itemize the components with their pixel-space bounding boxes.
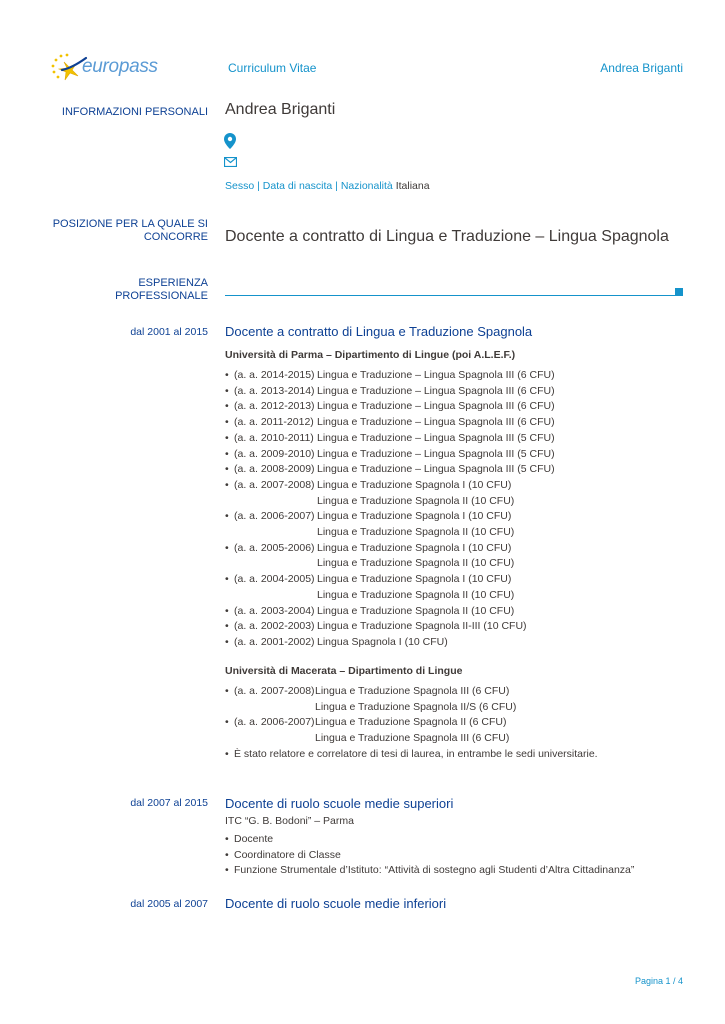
course-name: Lingua e Traduzione – Lingua Spagnola III (5 CFU) (317, 463, 555, 476)
list-item: • Funzione Strumentale d’Istituto: “Attività di sostegno agli Studenti d’Altra Cittadinanza” (225, 863, 634, 879)
course-year: (a. a. 2001-2002) (234, 635, 315, 648)
course-year: (a. a. 2007-2008) (234, 478, 315, 491)
course-name: Lingua e Traduzione Spagnola II-III (10 CFU) (317, 620, 527, 633)
course-list-parma (225, 368, 555, 651)
list-item (225, 731, 598, 747)
course-name: Lingua e Traduzione Spagnola I (10 CFU) (317, 478, 512, 491)
course-name: Lingua e Traduzione Spagnola III (6 CFU) (315, 685, 510, 697)
nationality-value: Italiana (395, 180, 430, 192)
course-name: Lingua e Traduzione – Lingua Spagnola III (6 CFU) (317, 369, 555, 381)
list-item (225, 700, 598, 716)
job-dates: dal 2005 al 2007 (130, 898, 208, 910)
employer-name: ITC “G. B. Bodoni” – Parma (225, 815, 354, 827)
birth-date-label: Data di nascita (262, 180, 333, 192)
job-title: Docente di ruolo scuole medie superiori (225, 796, 454, 811)
course-name: Lingua e Traduzione – Lingua Spagnola III (6 CFU) (317, 400, 555, 413)
personal-details-line (225, 180, 430, 192)
course-name: Lingua e Traduzione – Lingua Spagnola III (5 CFU) (317, 431, 555, 444)
section-label-personal: INFORMAZIONI PERSONALI (61, 106, 208, 118)
course-year: (a. a. 2014-2015) (234, 369, 315, 381)
course-year: (a. a. 2007-2008) (234, 685, 315, 697)
course-name: Lingua e Traduzione Spagnola I (10 CFU) (317, 573, 512, 586)
course-year: (a. a. 2004-2005) (234, 573, 315, 586)
employer-name: Università di Macerata – Dipartimento di Lingue (225, 665, 463, 677)
list-item (225, 399, 555, 415)
course-name: Lingua e Traduzione Spagnola I (10 CFU) (317, 510, 512, 523)
list-item (225, 572, 555, 588)
list-item (225, 541, 555, 557)
course-year: (a. a. 2003-2004) (234, 604, 315, 617)
course-year: (a. a. 2002-2003) (234, 620, 315, 633)
list-item (225, 604, 555, 620)
course-list-macerata (225, 684, 598, 763)
course-name: Lingua e Traduzione Spagnola II (10 CFU) (317, 588, 515, 601)
section-divider (225, 295, 677, 296)
job-title: Docente di ruolo scuole medie inferiori (225, 896, 447, 911)
duties-list (225, 832, 634, 879)
sex-label: Sesso (225, 180, 255, 192)
europass-logo (50, 50, 160, 84)
course-name: Lingua e Traduzione Spagnola II (10 CFU) (317, 494, 515, 507)
section-label-experience (38, 277, 208, 303)
list-item (225, 478, 555, 494)
section-label-line: ESPERIENZA (138, 277, 208, 289)
course-year: (a. a. 2013-2014) (234, 384, 315, 397)
thesis-note: È stato relatore e correlatore di tesi di laurea, in entrambe le sedi universitarie. (234, 747, 598, 760)
section-divider-marker (675, 288, 683, 296)
list-item (225, 525, 555, 541)
job-title: Docente a contratto di Lingua e Traduzione Spagnola (225, 324, 533, 339)
list-item (225, 588, 555, 604)
separator: | (257, 180, 260, 192)
course-year: (a. a. 2011-2012) (234, 416, 314, 429)
section-label-line: CONCORRE (143, 231, 208, 243)
list-item (225, 431, 555, 447)
doc-title: Curriculum Vitae (228, 61, 317, 75)
list-item: • Coordinatore di Classe (225, 848, 634, 864)
course-name: Lingua e Traduzione Spagnola III (6 CFU) (315, 732, 510, 745)
employer-name: Università di Parma – Dipartimento di Lingue (poi A.L.E.F.) (225, 349, 516, 361)
course-name: Lingua e Traduzione Spagnola II (10 CFU) (317, 526, 515, 539)
list-item (225, 747, 598, 763)
list-item (225, 462, 555, 478)
list-item (225, 447, 555, 463)
envelope-icon (224, 157, 237, 167)
list-item (225, 415, 555, 431)
course-year: (a. a. 2012-2013) (234, 400, 315, 413)
course-name: Lingua Spagnola I (10 CFU) (317, 635, 448, 648)
section-label-line: PROFESSIONALE (115, 290, 208, 302)
course-name: Lingua e Traduzione – Lingua Spagnola III (6 CFU) (317, 416, 555, 429)
course-year: (a. a. 2008-2009) (234, 463, 315, 476)
list-item (225, 684, 598, 700)
course-year: (a. a. 2006-2007) (234, 716, 315, 729)
section-label-position (38, 218, 208, 244)
job-dates: dal 2007 al 2015 (130, 797, 208, 809)
course-year: (a. a. 2009-2010) (234, 447, 315, 460)
person-name: Andrea Briganti (225, 101, 336, 118)
separator: | (335, 180, 338, 192)
list-item (225, 715, 598, 731)
list-item: • Docente (225, 832, 634, 848)
nationality-label: Nazionalità (340, 180, 393, 192)
list-item (225, 368, 555, 384)
course-name: Lingua e Traduzione Spagnola II/S (6 CFU) (315, 700, 517, 713)
list-item (225, 556, 555, 572)
course-name: Lingua e Traduzione Spagnola II (10 CFU) (317, 604, 515, 617)
list-item (225, 384, 555, 400)
course-name: Lingua e Traduzione Spagnola II (6 CFU) (315, 716, 507, 729)
europass-wordmark: europass (82, 56, 158, 77)
header-person-name: Andrea Briganti (600, 61, 683, 75)
list-item (225, 509, 555, 525)
course-year: (a. a. 2010-2011) (234, 431, 314, 444)
course-name: Lingua e Traduzione – Lingua Spagnola III (6 CFU) (317, 384, 555, 397)
position-value: Docente a contratto di Lingua e Traduzione – Lingua Spagnola (225, 228, 669, 245)
course-year: (a. a. 2006-2007) (234, 510, 315, 523)
list-item (225, 619, 555, 635)
course-name: Lingua e Traduzione Spagnola I (10 CFU) (317, 541, 512, 554)
list-item (225, 635, 555, 651)
course-year: (a. a. 2005-2006) (234, 541, 315, 554)
map-pin-icon (224, 133, 236, 149)
page-number: Pagina 1 / 4 (634, 976, 683, 986)
section-label-line: POSIZIONE PER LA QUALE SI (52, 218, 208, 230)
course-name: Lingua e Traduzione Spagnola II (10 CFU) (317, 557, 515, 570)
job-dates: dal 2001 al 2015 (130, 326, 208, 338)
course-name: Lingua e Traduzione – Lingua Spagnola III (5 CFU) (317, 447, 555, 460)
list-item (225, 494, 555, 510)
